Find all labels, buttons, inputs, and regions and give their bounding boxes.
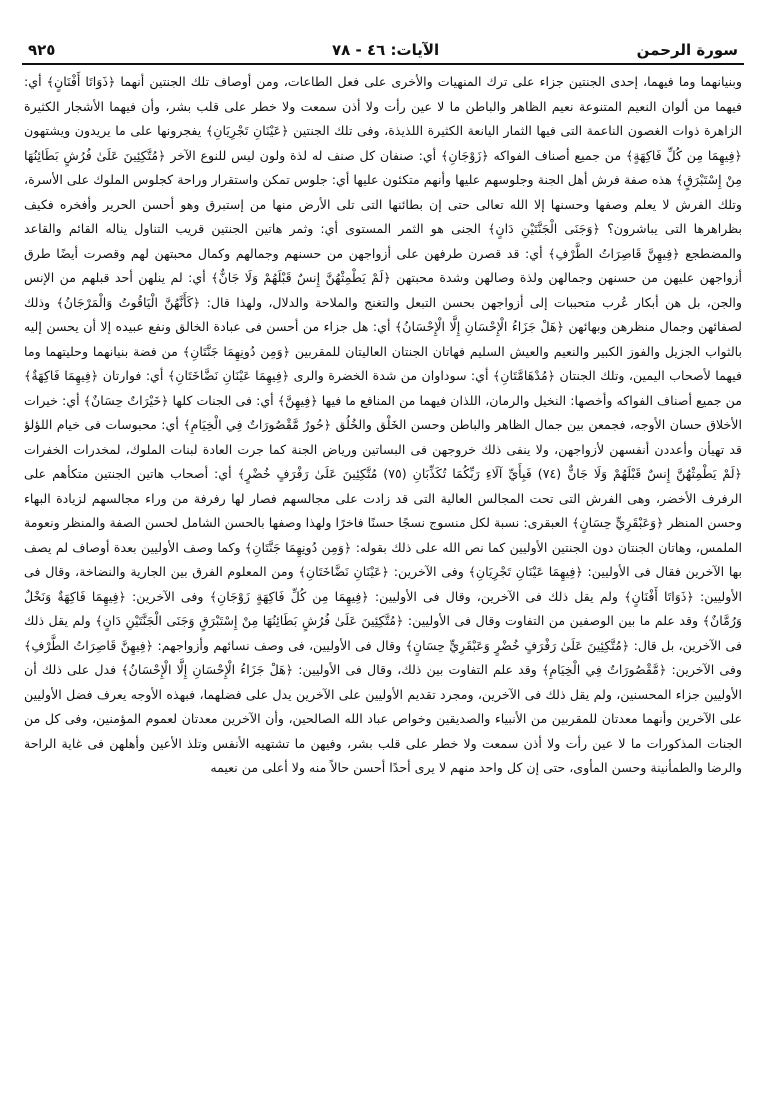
page-header <box>22 39 744 63</box>
surah-title: سورة الرحمن <box>636 41 738 59</box>
page-number: ٩٢٥ <box>28 41 56 59</box>
tafsir-paragraph: وبنيانهما وما فيهما، إحدى الجنتين جزاء على ترك المنهيات والأخرى على فعل الطاعات، ومن أوصاف تلك الجنتين أنهما ﴿ذَوَاتَا أَفْنَانٍ﴾ أي: فيهما من ألوان النعيم المتنوعة نعيم الظاهر والباطن ما لا عين رأت ولا أذن سمعت ولا خطر على قلب بشر، وأن فيهما الأشجار الكثيرة الزاهرة ذوات الغصون الناعمة التى فيها الثمار اليانعة الكثيرة اللذيذة، وفى تلك الجنتين ﴿عَيْنَانِ تَجْرِيَانِ﴾ يفجرونها على ما يريدون ويشتهون ﴿فِيهِمَا مِن كُلِّ فَاكِهَةٍ﴾ من جميع أصناف الفواكه ﴿زَوْجَانِ﴾ أي: صنفان كل صنف له لذة ولون ليس للنوع الآخر ﴿مُتَّكِئِينَ عَلَىٰ فُرُشٍ بَطَائِنُهَا مِنْ إِسْتَبْرَقٍ﴾ هذه صفة فرش أهل الجنة وجلوسهم عليها وأنهم متكئون عليها أي: جلوس تمكن واستقرار وراحة كجلوس الملوك على الأسرة، وتلك الفرش لا يعلم وصفها وحسنها إلا الله تعالى حتى إن بطائنها التى تلى الأرض منها من إستبرق وهو أحسن الحرير وأفخره فكيف بظراهرها التى يباشرون؟ ﴿وَجَنَى الْجَنَّتَيْنِ دَانٍ﴾ الجنى هو الثمر المستوى أي: وثمر هاتين الجنتين قريب التناول يناله القائم والقاعد والمضطجع ﴿فِيهِنَّ قَاصِرَاتُ الطَّرْفِ﴾ أي: قد قصرن طرفهن على أزواجهن من حسنهم وجمالهم وكمال محبتهن لهم وقصرت أيضًا طرق أزواجهن عليهن من حسنهن وجمالهن ولذة وصالهن وشدة محبتهن ﴿لَمْ يَطْمِثْهُنَّ إِنسٌ قَبْلَهُمْ وَلَا جَانٌّ﴾ أي: لم ينلهن أحد قبلهم من الإنس والجن، بل هن أبكار عُرب متحببات إلى أزواجهن بحسن التبعل والتغنج والملاحة والدلال، ولهذا قال: ﴿كَأَنَّهُنَّ الْيَاقُوتُ وَالْمَرْجَانُ﴾ وذلك لصفائهن وجمال منظرهن وبهائهن ﴿هَلْ جَزَاءُ الْإِحْسَانِ إِلَّا الْإِحْسَانُ﴾ أي: هل جزاء من أحسن فى عبادة الخالق ونفع عبيده إلا أن يحسن إليه بالثواب الجزيل والفوز الكبير والنعيم والعيش السليم فهاتان الجنتان العاليتان للمقربين ﴿وَمِن دُونِهِمَا جَنَّتَانِ﴾ من فضة بنيانهما وحليتهما وما فيهما لأصحاب اليمين، وتلك الجنتان ﴿مُدْهَامَّتَانِ﴾ أي: سوداوان من شدة الخضرة والرى ﴿فِيهِمَا عَيْنَانِ نَضَّاخَتَانِ﴾ أي: فوارتان ﴿فِيهِمَا فَاكِهَةٌ﴾ من جميع أصناف الفواكه وأخصها: النخيل والرمان، اللذان فيهما من المنافع ما فيها ﴿فِيهِنَّ﴾ أي: فى الجنات كلها ﴿خَيْرَاتٌ حِسَانٌ﴾ أي: خيرات الأخلاق حسان الأوجه، فجمعن بين جمال الظاهر والباطن وحسن الخَلْق والخُلُق ﴿حُورٌ مَّقْصُورَاتٌ فِي الْخِيَامِ﴾ أي: محبوسات فى خيام اللؤلؤ قد تهيأن وأعددن أنفسهن لأزواجهن، ولا ينفى ذلك خروجهن فى البساتين ورياض الجنة كما جرت العادة لبنات الملوك، لمخدرات الخفرات ﴿لَمْ يَطْمِثْهُنَّ إِنسٌ قَبْلَهُمْ وَلَا جَانٌّ (٧٤) فَبِأَيِّ آلَاءِ رَبِّكُمَا تُكَذِّبَانِ (٧٥) مُتَّكِئِينَ عَلَىٰ رَفْرَفٍ خُضْرٍ﴾ أي: أصحاب هاتين الجنتين متكأهم على الرفرف الأخضر، وهى الفرش التى تحت المجالس العالية التى قد زادت على مجالسهم فصار لها رفرفة من وراء مجالسهم لزيادة البهاء وحسن المنظر ﴿وَعَبْقَرِيٍّ حِسَانٍ﴾ العبقرى: نسبة لكل منسوج نسجًا حسنًا فاخرًا ولهذا وصفها بالحسن الشامل لحسن الصفة والمنظر ونعومة الملمس، وهاتان الجنتان دون الجنتين الأوليين كما نص الله على ذلك بقوله: ﴿وَمِن دُونِهِمَا جَنَّتَانِ﴾ وكما وصف الأوليين بعدة أوصاف لم يصف بها الآخرين فقال فى الأوليين: ﴿فِيهِمَا عَيْنَانِ تَجْرِيَانِ﴾ وفى الآخرين: ﴿عَيْنَانِ نَضَّاخَتَانِ﴾ ومن المعلوم الفرق بين الجارية والنضاخة، وقال فى الأوليين: ﴿ذَوَاتَا أَفْنَانٍ﴾ ولم يقل ذلك فى الآخرين، وقال فى الأوليين: ﴿فِيهِمَا مِن كُلِّ فَاكِهَةٍ زَوْجَانِ﴾ وفى الآخرين: ﴿فِيهِمَا فَاكِهَةٌ وَنَخْلٌ وَرُمَّانٌ﴾ وقد علم ما بين الوصفين من التفاوت وقال فى الأوليين: ﴿مُتَّكِئِينَ عَلَىٰ فُرُشٍ بَطَائِنُهَا مِنْ إِسْتَبْرَقٍ وَجَنَى الْجَنَّتَيْنِ دَانٍ﴾ ولم يقل ذلك فى الآخرين، بل قال: ﴿مُتَّكِئِينَ عَلَىٰ رَفْرَفٍ خُضْرٍ وَعَبْقَرِيٍّ حِسَانٍ﴾ وقال فى الأوليين، فى وصف نسائهم وأزواجهم: ﴿فِيهِنَّ قَاصِرَاتُ الطَّرْفِ﴾ وفى الآخرين: ﴿مَّقْصُورَاتٌ فِي الْخِيَامِ﴾ وقد علم التفاوت بين ذلك، وقال فى الأوليين: ﴿هَلْ جَزَاءُ الْإِحْسَانِ إِلَّا الْإِحْسَانُ﴾ فدل على ذلك أن الأوليين جزاء المحسنين، ولم يقل ذلك فى الآخرين، ومجرد تقديم الأوليين على الآخرين يدل على فضلهما، فبهذه الأوجه يعرف فضل الأوليين على الآخرين وأنهما معدتان للمقربين من الأنبياء والصديقين وخواص عباد الله الصالحين، وأن الآخرين معدتان لعموم المؤمنين، وفى كل من الجنات المذكورات ما لا عين رأت ولا أذن سمعت ولا خطر على قلب بشر، وفيهن ما تشتهيه الأنفس وتلذ الأعين وأهلهن فى غاية الراحة والرضا والطمأنينة وحسن المأوى، حتى إن كل واحد منهم لا يرى أحدًا أحسن حالاً منه ولا أعلى من نعيمه <box>24 74 742 775</box>
header-rule <box>22 63 744 65</box>
tafsir-body <box>24 70 742 1110</box>
ayat-range: الآيات: ٤٦ - ٧٨ <box>332 41 440 59</box>
